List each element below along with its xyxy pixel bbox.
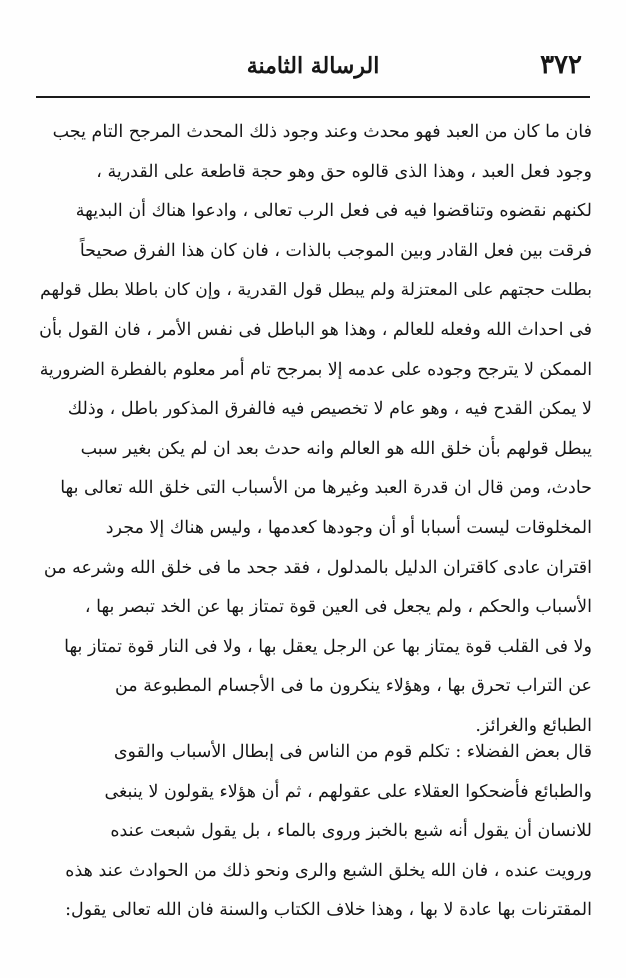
text-line: ورويت عنده ، فان الله يخلق الشبع والرى ونحو ذلك من الحوادث عند هذه — [65, 860, 592, 881]
paragraph-2 — [34, 733, 592, 931]
text-line: والطبائع فأضحكوا العقلاء على عقولهم ، ثم أن هؤلاء يقولون لا ينبغى — [104, 781, 592, 802]
text-line: عن التراب تحرق بها ، وهؤلاء ينكرون ما فى الأجسام المطبوعة من — [114, 676, 592, 697]
header-rule — [36, 96, 590, 98]
text-line: للانسان أن يقول أنه شبع بالخبز وروى بالماء ، بل يقول شبعت عنده — [110, 821, 592, 842]
text-line: فرقت بين فعل القادر وبين الموجب بالذات ، فان كان هذا الفرق صحيحاً — [79, 240, 592, 261]
text-line: يبطل قولهم بأن خلق الله هو العالم وانه حدث بعد ان لم يكن بغير سبب — [80, 438, 592, 459]
text-line: بطلت حجتهم على المعتزلة ولم يبطل قول القدرية ، وإن كان باطلا بطل قولهم — [40, 280, 592, 301]
text-line: المقترنات بها عادة لا بها ، وهذا خلاف الكتاب والسنة فان الله تعالى يقول: — [65, 900, 592, 921]
text-line: حادث، ومن قال ان قدرة العبد وغيرها من الأسباب التى خلق الله تعالى بها — [60, 478, 592, 499]
text-line: الطبائع والغرائز. — [475, 715, 592, 736]
running-title: الرسالة الثامنة — [246, 53, 380, 79]
page-header — [36, 44, 590, 94]
text-line: الأسباب والحكم ، ولم يجعل فى العين قوة تمتاز بها عن الخد تبصر بها ، — [84, 597, 592, 618]
text-line: وجود فعل العبد ، وهذا الذى قالوه حق وهو حجة قاطعة على القدرية ، — [96, 161, 592, 182]
text-line: الممكن لا يترجح وجوده على عدمه إلا بمرجح تام أمر معلوم بالفطرة الضرورية — [39, 359, 592, 380]
text-line: فان ما كان من العبد فهو محدث وعند وجود ذلك المحدث المرجح التام يجب — [52, 122, 592, 142]
text-line: فى احداث الله وفعله للعالم ، وهذا هو الباطل فى نفس الأمر ، فان القول بأن — [39, 319, 592, 340]
text-line: اقتران عادى كاقتران الدليل بالمدلول ، فقد جحد ما فى خلق الله وشرعه من — [43, 557, 592, 578]
text-line: لا يمكن القدح فيه ، وهو عام لا تخصيص فيه فالفرق المذكور باطل ، وذلك — [67, 399, 592, 420]
text-line: لكنهم نقضوه وتناقضوا فيه فى فعل الرب تعالى ، وادعوا هناك أن البديهة — [75, 201, 592, 222]
page-number: ٣٧٢ — [540, 50, 582, 80]
text-line: المخلوقات ليست أسبابا أو أن وجودها كعدمها ، وليس هناك إلا مجرد — [105, 517, 592, 538]
text-line: قال بعض الفضلاء : تكلم قوم من الناس فى إبطال الأسباب والقوى — [113, 742, 592, 762]
paragraph-1 — [34, 113, 592, 747]
text-line: ولا فى القلب قوة يمتاز بها عن الرجل يعقل بها ، ولا فى النار قوة تمتاز بها — [64, 636, 592, 657]
